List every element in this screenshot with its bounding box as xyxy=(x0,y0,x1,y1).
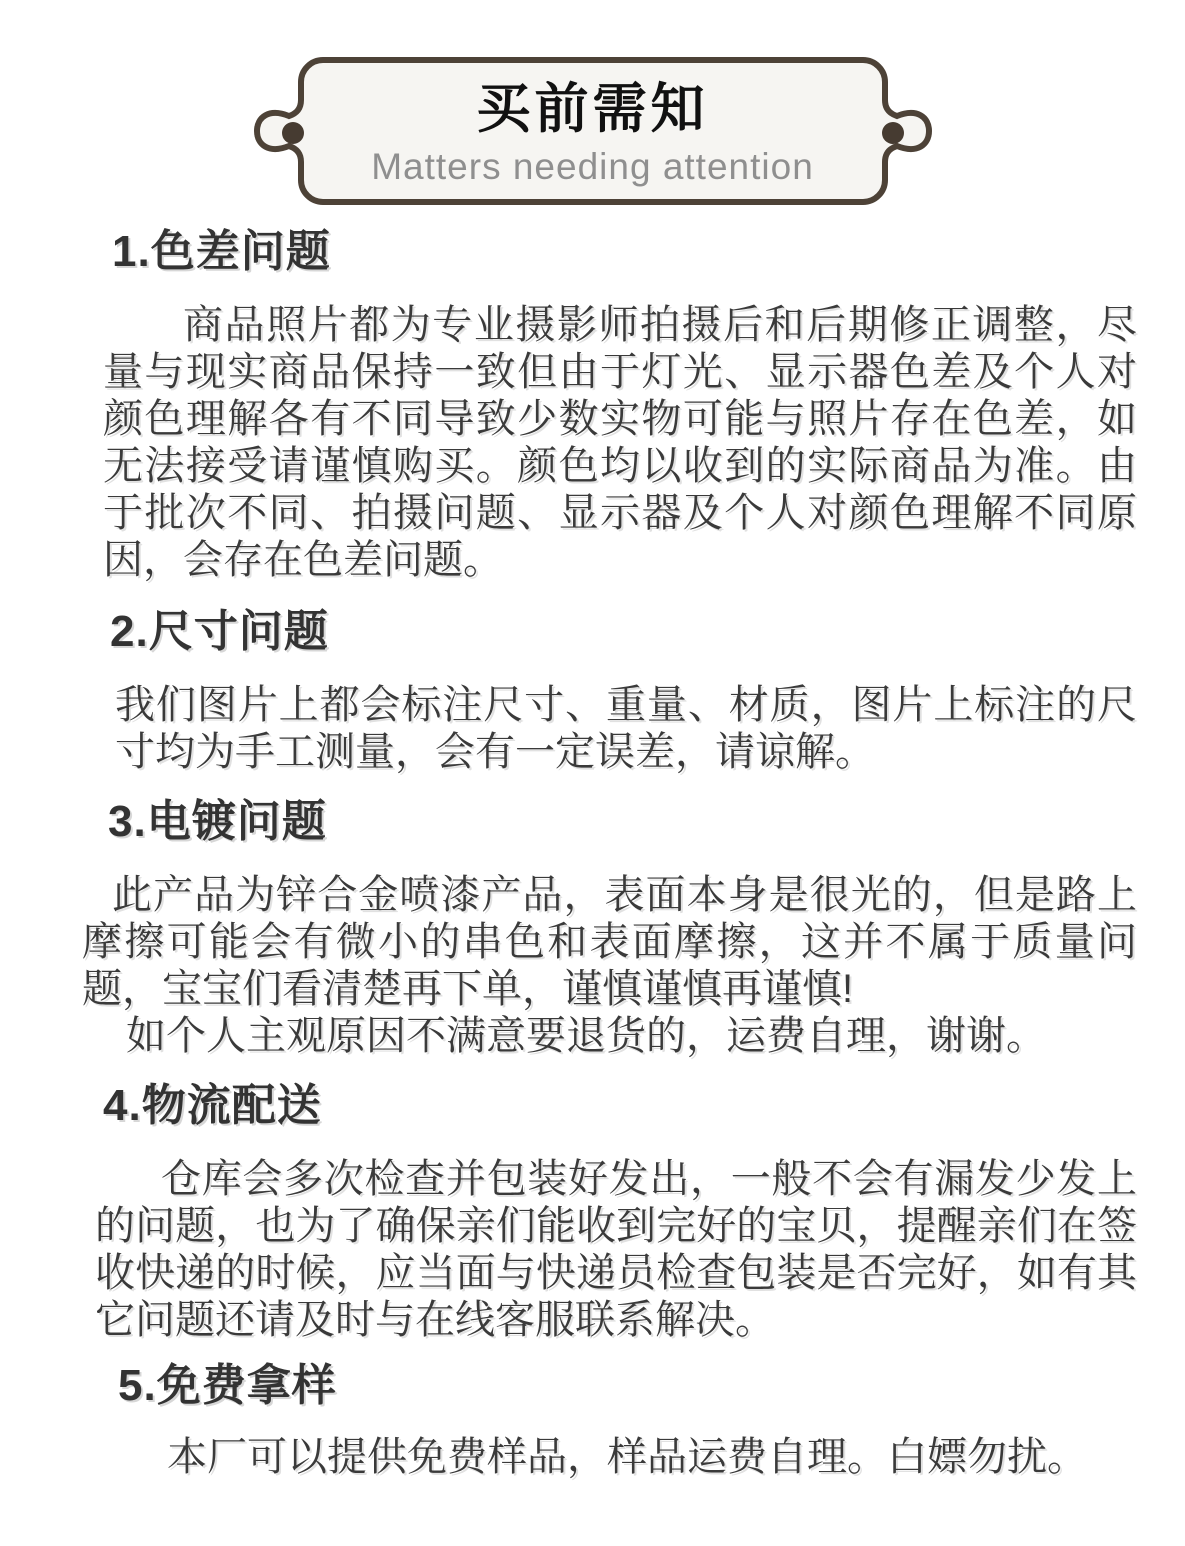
banner-text xyxy=(253,56,933,206)
section-heading: 2.尺寸问题 xyxy=(110,607,329,656)
section-heading: 1.色差问题 xyxy=(112,227,331,276)
section-size xyxy=(0,606,1185,776)
section-paragraph: 本厂可以提供免费样品，样品运费自理。白嫖勿扰。 xyxy=(167,1435,1087,1479)
notice-sections xyxy=(0,226,1185,1481)
section-electroplating xyxy=(0,796,1185,1060)
section-paragraph: 此产品为锌合金喷漆产品，表面本身是很光的，但是路上摩擦可能会有微小的串色和表面摩擦，这并不属于质量问题，宝宝们看清楚再下单，谨慎谨慎再谨慎! xyxy=(82,873,1137,1011)
section-heading: 4.物流配送 xyxy=(103,1081,322,1130)
banner-title: 买前需知 xyxy=(476,79,709,139)
section-heading: 3.电镀问题 xyxy=(108,797,327,846)
section-paragraph: 如个人主观原因不满意要退货的，运费自理，谢谢。 xyxy=(126,1014,1046,1058)
section-logistics xyxy=(0,1080,1185,1344)
section-paragraph: 仓库会多次检查并包装好发出，一般不会有漏发少发上的问题，也为了确保亲们能收到完好的宝贝，提醒亲们在签收快递的时候，应当面与快递员检查包装是否完好，如有其它问题还请及时与在线客服联系解决。 xyxy=(95,1157,1137,1342)
section-paragraph: 商品照片都为专业摄影师拍摄后和后期修正调整，尽量与现实商品保持一致但由于灯光、显示器色差及个人对颜色理解各有不同导致少数实物可能与照片存在色差，如无法接受请谨慎购买。颜色均以收到的实际商品为准。由于批次不同、拍摄问题、显示器及个人对颜色理解不同原因，会存在色差问题。 xyxy=(103,303,1137,582)
notice-banner xyxy=(253,56,933,206)
section-heading: 5.免费拿样 xyxy=(118,1361,337,1410)
banner-subtitle: Matters needing attention xyxy=(371,146,814,187)
purchase-notice-page xyxy=(0,56,1185,1546)
section-free-sample xyxy=(0,1360,1185,1481)
section-color-difference xyxy=(0,226,1185,584)
section-paragraph: 我们图片上都会标注尺寸、重量、材质，图片上标注的尺寸均为手工测量，会有一定误差，请谅解。 xyxy=(115,683,1137,774)
